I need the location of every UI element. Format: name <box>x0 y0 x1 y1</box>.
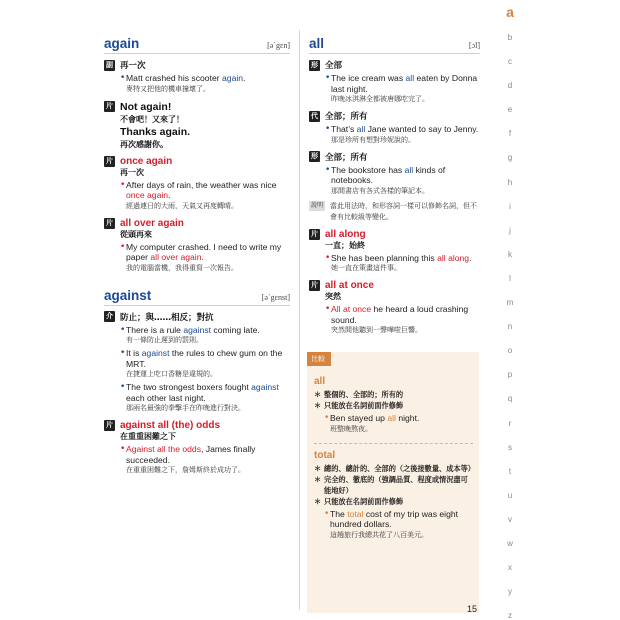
interjection-tag-icon: 片 <box>106 102 113 110</box>
example: • The bookstore has all kinds of notebooks. 那間書店有各式各樣的筆記本。 <box>325 165 480 197</box>
alphabet-letter[interactable]: q <box>507 394 513 404</box>
phrase-tag-icon: 片 <box>106 421 113 429</box>
alphabet-letter[interactable]: f <box>508 129 512 139</box>
example-translation: 那間書店有各式各樣的筆記本。 <box>331 186 429 195</box>
alphabet-letter[interactable]: g <box>507 153 513 163</box>
headword-against: against <box>104 287 152 303</box>
phrase-translation: 從頭再來 <box>120 229 152 239</box>
alphabet-letter[interactable]: h <box>507 177 513 187</box>
bullet-icon: • <box>120 241 126 252</box>
example-translation: 那是珍所有想對珍妮說的。 <box>331 135 415 144</box>
alphabet-letter[interactable]: j <box>509 225 511 235</box>
phrase-translation: 突然 <box>325 292 341 301</box>
bullet-icon: • <box>324 508 330 519</box>
phrase-translation: 再一次 <box>120 167 144 177</box>
star-icon: ＊ <box>314 463 322 473</box>
headword-again: again <box>104 36 140 51</box>
alphabet-letter[interactable]: y <box>508 587 512 597</box>
example: • It is against the rules to chew gum on the MRT. 在捷運上吃口香糖是違規的。 <box>120 348 290 380</box>
star-icon: ＊ <box>314 474 322 484</box>
sense-again-adv <box>104 59 290 71</box>
bullet-icon: • <box>120 324 126 335</box>
alphabet-letter[interactable]: c <box>508 57 512 67</box>
entry-header-again <box>104 36 290 54</box>
compare-tag: 比較 <box>307 352 331 366</box>
sense-meaning: 全部 <box>325 61 343 71</box>
bullet-icon: • <box>120 179 126 190</box>
alphabet-letter[interactable]: p <box>507 370 513 380</box>
phrase-translation: 在重重困難之下 <box>120 432 176 441</box>
alphabet-letter[interactable]: z <box>508 611 512 620</box>
interjection-2-translation: 再次感謝你。 <box>120 139 168 149</box>
alphabet-current-letter[interactable]: a <box>506 4 514 20</box>
alphabet-letter[interactable]: i <box>509 201 511 211</box>
example: • After days of rain, the weather was nice once again. 經過連日的大雨，天氣又再度轉晴。 <box>120 180 290 212</box>
example: • That’s all Jane wanted to say to Jenny. 那是珍所有想對珍妮說的。 <box>325 124 479 144</box>
bullet-icon: • <box>325 124 331 134</box>
alphabet-letter[interactable]: v <box>508 514 512 524</box>
example: • She has been planning this all along. 她一直在策畫這件事。 <box>325 253 480 275</box>
interjection-2: Thanks again. <box>120 125 191 138</box>
note-tag: 說明 <box>311 201 324 209</box>
example-translation: 這趟旅行我總共花了八百美元。 <box>330 530 428 539</box>
phrase-tag-icon: 片 <box>106 156 113 165</box>
alphabet-letter[interactable]: b <box>507 33 513 42</box>
headword-all: all <box>309 36 325 51</box>
example: • All at once he heard a loud crashing sound. 突然間他聽到一聲嘩啦巨響。 <box>325 304 480 336</box>
alphabet-letter[interactable]: n <box>507 322 513 332</box>
compare-box <box>307 352 479 613</box>
bullet-icon: • <box>120 73 126 83</box>
phrase-all-at-once: 片 all at once <box>311 280 374 291</box>
example-translation: 有一條防止遲到的罰則。 <box>126 336 203 344</box>
example-translation: 在重重困難之下，詹姆斯終於成功了。 <box>126 466 245 474</box>
alphabet-letter[interactable]: l <box>509 273 511 283</box>
column-divider <box>299 30 300 610</box>
adjective-tag-icon: 形 <box>311 60 318 69</box>
entry-header-against <box>104 288 290 306</box>
sense-all-pron <box>309 110 480 122</box>
phrase-tag-icon: 片 <box>311 281 318 289</box>
phrase-tag-icon: 片 <box>311 229 318 238</box>
left-column <box>104 36 290 476</box>
alphabet-letter[interactable]: u <box>507 490 513 500</box>
interjection: Not again! <box>120 100 172 113</box>
example: • Matt crashed his scooter again. 麥特又把他的機車撞壞了。 <box>120 73 290 95</box>
sense-all-adj <box>309 59 480 71</box>
alphabet-letter[interactable]: m <box>506 298 514 308</box>
phrase-tag-icon: 片 <box>106 218 113 227</box>
example: • My computer crashed. I need to write my paper all over again. 我的電腦當機，我得重寫一次報告。 <box>120 242 290 274</box>
compare-example: • Ben stayed up all night. 班整晚熬夜。 <box>324 413 473 435</box>
compare-example: • The total cost of my trip was eight hundred dollars. 這趟旅行我總共花了八百美元。 <box>324 509 473 541</box>
bullet-icon: • <box>325 73 331 83</box>
example-translation: 經過連日的大雨，天氣又再度轉晴。 <box>126 201 238 210</box>
bullet-icon: • <box>325 304 331 314</box>
sense-meaning: 全部；所有 <box>325 152 368 163</box>
note-text: 當此用法時，和形容詞一樣可以修飾名詞，但不會有比較級等變化。 <box>330 201 478 221</box>
phonetic-again: [ə`gɛn] <box>267 41 290 50</box>
page-number: 15 <box>467 604 478 614</box>
alphabet-letter[interactable]: x <box>508 563 512 573</box>
alphabet-letter[interactable]: e <box>507 105 513 115</box>
compare-point: ＊ 總的、總計的、全部的（之後接數量、成本等） <box>314 463 475 473</box>
example-translation: 在捷運上吃口香糖是違規的。 <box>126 370 217 378</box>
star-icon: ＊ <box>314 496 322 506</box>
sense-again-interj <box>104 101 290 113</box>
bullet-icon: • <box>325 164 331 175</box>
sense-meaning: 防止；與……相反；對抗 <box>120 312 214 323</box>
compare-point: ＊ 只能放在名詞前面作修飾 <box>314 496 404 506</box>
sense-all-determiner <box>309 151 480 163</box>
compare-word-total: total <box>314 449 336 461</box>
example: • Against all the odds, James finally succeeded. 在重重困難之下，詹姆斯終於成功了。 <box>120 444 290 476</box>
compare-point: ＊ 完全的、徹底的（強調品質、程度或情況盡可能地好） <box>314 474 468 495</box>
preposition-tag-icon: 介 <box>106 312 113 320</box>
adjective-tag-icon: 形 <box>311 152 318 160</box>
entry-header-all <box>309 36 480 54</box>
alphabet-letter[interactable]: o <box>507 346 513 356</box>
example-translation: 昨晚冰淇淋全都被唐娜吃完了。 <box>331 95 429 103</box>
bullet-icon: • <box>120 348 126 358</box>
alphabet-letter[interactable]: s <box>508 442 512 452</box>
alphabet-letter[interactable]: d <box>507 81 513 91</box>
bullet-icon: • <box>324 413 330 423</box>
alphabet-index <box>499 0 521 620</box>
alphabet-letter[interactable]: k <box>508 249 512 259</box>
bullet-icon: • <box>120 382 126 392</box>
bullet-icon: • <box>120 444 126 454</box>
star-icon: ＊ <box>314 401 322 410</box>
compare-word-all: all <box>314 376 326 387</box>
phrase-all-over-again: 片 all over again <box>106 217 184 229</box>
example: • The two strongest boxers fought against each other last night. 那兩名最強的拳擊手在昨晚進行對決。 <box>120 382 290 414</box>
sense-meaning: 再一次 <box>120 61 146 71</box>
sense-against-prep <box>104 311 290 323</box>
example-translation: 班整晚熬夜。 <box>330 424 372 433</box>
example: • There is a rule against coming late. 有一條防止遲到的罰則。 <box>120 325 290 347</box>
compare-point: ＊ 整個的、全部的；所有的 <box>314 390 404 399</box>
example-translation: 麥特又把他的機車撞壞了。 <box>126 84 210 93</box>
star-icon: ＊ <box>314 390 322 399</box>
example-translation: 她一直在策畫這件事。 <box>331 264 401 272</box>
sense-meaning: 全部；所有 <box>325 112 368 122</box>
example-translation: 突然間他聽到一聲嘩啦巨響。 <box>331 326 422 334</box>
alphabet-letter[interactable]: w <box>507 538 513 548</box>
example-translation: 那兩名最強的拳擊手在昨晚進行對決。 <box>126 404 245 412</box>
compare-separator <box>314 443 473 444</box>
pronoun-tag-icon: 代 <box>311 111 318 120</box>
alphabet-letter[interactable]: r <box>508 418 512 428</box>
bullet-icon: • <box>325 252 331 263</box>
phrase-all-along: 片 all along <box>311 228 366 240</box>
phrase-once-again: 片 once again <box>106 155 173 167</box>
compare-point: ＊ 只能放在名詞前面作修飾 <box>314 401 404 410</box>
alphabet-letter[interactable]: t <box>508 466 512 476</box>
adverb-tag-icon: 副 <box>106 60 113 69</box>
phrase-against-all-odds: 片 against all (the) odds <box>106 420 221 431</box>
interjection-translation: 不會吧！又來了！ <box>120 114 184 124</box>
phonetic-all: [ɔl] <box>468 41 480 50</box>
usage-note <box>309 201 480 223</box>
right-column <box>309 36 480 336</box>
example: • The ice cream was all eaten by Donna last night. 昨晚冰淇淋全都被唐娜吃完了。 <box>325 73 480 105</box>
example-translation: 我的電腦當機，我得重寫一次報告。 <box>126 263 238 272</box>
phonetic-against: [ə`gɛnst] <box>261 292 290 302</box>
phrase-translation: 一直；始終 <box>325 240 365 250</box>
